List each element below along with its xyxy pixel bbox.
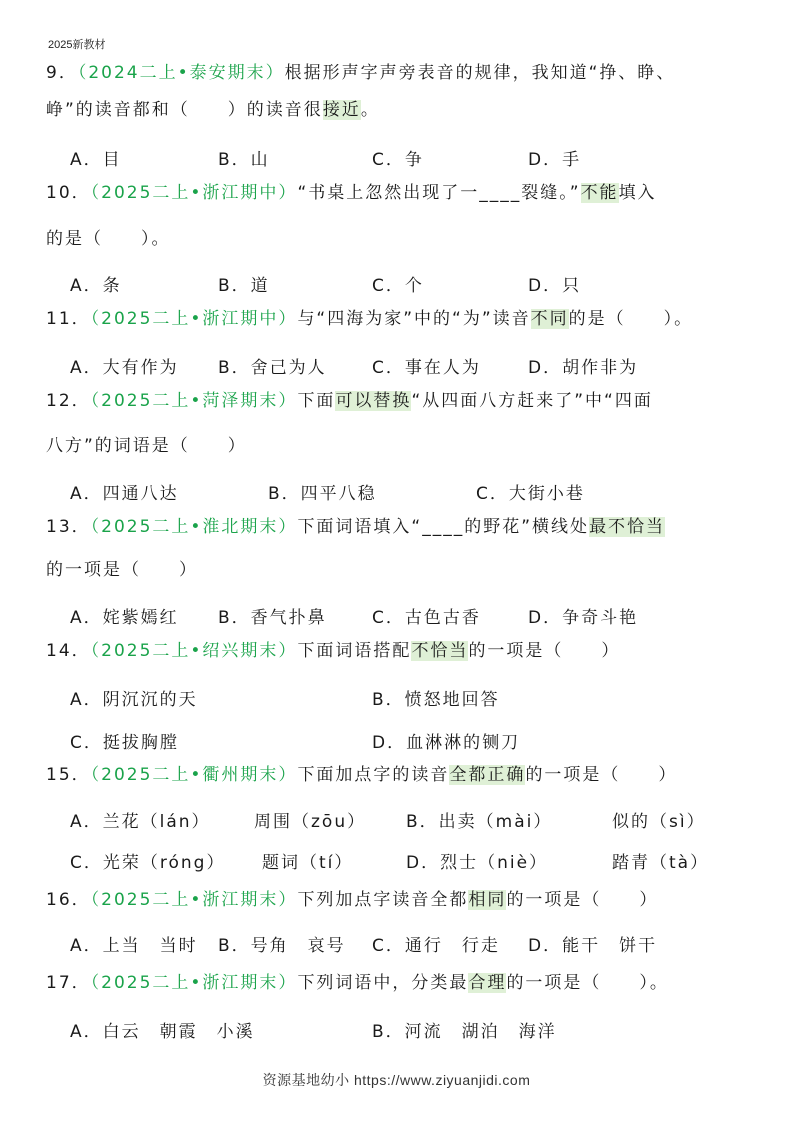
option-a: A．兰花（lán） xyxy=(70,812,211,832)
question-stem: 的是（ ）。 xyxy=(46,229,171,249)
highlight: 合理 xyxy=(468,973,507,993)
option-d: D．手 xyxy=(528,150,582,170)
question-stem: 的一项是（ ） xyxy=(468,641,621,661)
question-stem: 的一项是（ ） xyxy=(525,765,678,785)
question-number: 17． xyxy=(46,973,91,993)
question-number: 15． xyxy=(46,765,91,785)
question-source: （2025二上•绍兴期末） xyxy=(90,641,298,661)
option-d-2: 踏青（tà） xyxy=(612,853,710,873)
option-c: C．事在人为 xyxy=(372,358,481,378)
question-number: 10． xyxy=(46,183,91,203)
question-13-line2 xyxy=(46,549,753,592)
option-b: B．舍己为人 xyxy=(218,358,327,378)
question-number: 13． xyxy=(46,517,91,537)
question-number: 14． xyxy=(46,641,91,661)
option-c-2: 题词（tí） xyxy=(262,853,354,873)
option-b: B．出卖（mài） xyxy=(406,812,553,832)
question-stem: 下面加点字的读音 xyxy=(297,765,450,785)
question-stem: “从四面八方赶来了”中“四面 xyxy=(411,391,653,411)
option-b: B．号角 哀号 xyxy=(218,936,346,956)
question-number: 12． xyxy=(46,391,91,411)
question-stem: 的是（ ）。 xyxy=(568,309,694,329)
highlight: 最不恰当 xyxy=(589,517,666,537)
question-9-line2 xyxy=(46,89,753,132)
question-stem: 下面词语搭配 xyxy=(297,641,412,661)
option-c: C．通行 行走 xyxy=(372,936,500,956)
page-footer: 资源基地幼小 https://www.ziyuanjidi.com xyxy=(262,1072,531,1088)
question-source: （2025二上•衢州期末） xyxy=(90,765,298,785)
highlight: 不同 xyxy=(530,309,569,329)
highlight: 全都正确 xyxy=(449,765,526,785)
option-c: C．争 xyxy=(372,150,424,170)
option-c: C．个 xyxy=(372,276,424,296)
question-stem: 的一项是（ ）。 xyxy=(506,973,669,993)
question-17 xyxy=(46,962,753,1005)
question-stem: 与“四海为家”中的“为”读音 xyxy=(297,309,531,329)
option-a: A．阴沉沉的天 xyxy=(70,690,198,710)
option-a: A．目 xyxy=(70,150,122,170)
question-stem: 的一项是（ ） xyxy=(46,560,198,580)
option-a: A．大有作为 xyxy=(70,358,179,378)
question-source: （2024二上•泰安期末） xyxy=(77,63,285,83)
question-stem: 下列加点字读音全都 xyxy=(297,890,469,910)
option-a: A．四通八达 xyxy=(70,484,179,504)
question-10 xyxy=(46,172,753,215)
question-stem: 下面 xyxy=(297,391,336,411)
question-stem: 八方”的词语是（ ） xyxy=(46,436,247,456)
question-16 xyxy=(46,879,753,922)
question-number: 11． xyxy=(46,309,91,329)
question-11 xyxy=(46,298,753,341)
highlight: 不能 xyxy=(580,183,619,203)
option-b: B．愤怒地回答 xyxy=(372,690,500,710)
question-stem: 根据形声字声旁表音的规律，我知道“挣、睁、 xyxy=(284,63,676,83)
question-number: 9． xyxy=(46,63,78,83)
question-source: （2025二上•浙江期末） xyxy=(90,890,298,910)
question-stem: 下面词语填入“____的野花”横线处 xyxy=(297,517,590,537)
question-13 xyxy=(46,506,753,549)
highlight: 接近 xyxy=(322,100,361,120)
question-source: （2025二上•浙江期末） xyxy=(90,973,298,993)
option-b: B．道 xyxy=(218,276,270,296)
option-c: C．古色古香 xyxy=(372,608,481,628)
highlight: 相同 xyxy=(468,890,507,910)
option-b: B．香气扑鼻 xyxy=(218,608,327,628)
question-12-line2 xyxy=(46,425,753,468)
question-stem: 下列词语中，分类最 xyxy=(297,973,469,993)
question-source: （2025二上•浙江期中） xyxy=(90,183,298,203)
option-d: D．血淋淋的铡刀 xyxy=(372,733,521,753)
page-header: 2025新教材 xyxy=(48,39,106,51)
question-stem: 峥”的读音都和（ ）的读音很 xyxy=(46,100,323,120)
option-a-2: 周围（zōu） xyxy=(254,812,367,832)
question-14 xyxy=(46,630,753,673)
question-12 xyxy=(46,380,753,423)
option-d: D．烈士（niè） xyxy=(406,853,549,873)
option-b: B．河流 湖泊 海洋 xyxy=(372,1022,557,1042)
option-d: D．只 xyxy=(528,276,582,296)
question-number: 16． xyxy=(46,890,91,910)
question-source: （2025二上•菏泽期末） xyxy=(90,391,298,411)
question-stem: 填入 xyxy=(618,183,657,203)
option-b: B．山 xyxy=(218,150,270,170)
option-c: C．挺拔胸膛 xyxy=(70,733,179,753)
question-stem: 。 xyxy=(360,100,380,120)
question-10-line2 xyxy=(46,218,753,261)
option-b-2: 似的（sì） xyxy=(612,812,706,832)
question-15 xyxy=(46,754,753,797)
option-c: C．光荣（róng） xyxy=(70,853,226,873)
option-b: B．四平八稳 xyxy=(268,484,377,504)
option-a: A．条 xyxy=(70,276,122,296)
option-c: C．大街小巷 xyxy=(476,484,585,504)
highlight: 不恰当 xyxy=(411,641,469,661)
option-a: A．上当 当时 xyxy=(70,936,198,956)
option-d: D．胡作非为 xyxy=(528,358,639,378)
option-d: D．争奇斗艳 xyxy=(528,608,639,628)
question-source: （2025二上•浙江期中） xyxy=(90,309,298,329)
question-source: （2025二上•淮北期末） xyxy=(90,517,298,537)
option-a: A．姹紫嫣红 xyxy=(70,608,179,628)
question-stem: “书桌上忽然出现了一____裂缝。” xyxy=(297,183,581,203)
option-d: D．能干 饼干 xyxy=(528,936,658,956)
question-stem: 的一项是（ ） xyxy=(506,890,659,910)
highlight: 可以替换 xyxy=(335,391,412,411)
option-a: A．白云 朝霞 小溪 xyxy=(70,1022,255,1042)
